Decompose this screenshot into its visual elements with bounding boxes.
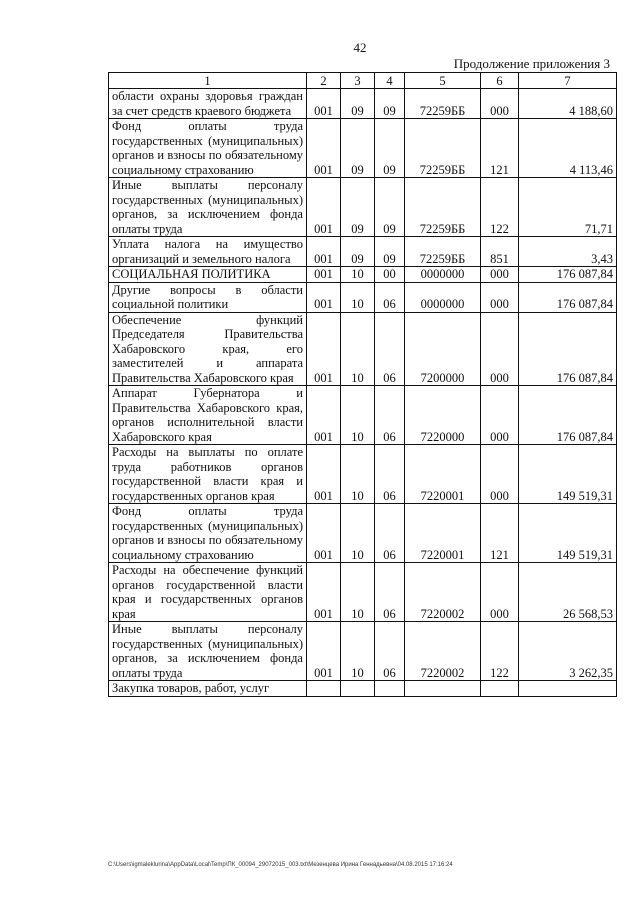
row-c2-cell: 001 <box>307 563 341 622</box>
row-c2-cell: 001 <box>307 119 341 178</box>
table-row <box>109 267 617 283</box>
row-c5-cell: 72259ББ <box>405 119 481 178</box>
row-c4-cell: 06 <box>375 312 405 386</box>
row-c3-cell: 09 <box>341 89 375 119</box>
row-c5-cell <box>405 681 481 697</box>
row-c5-cell: 7220002 <box>405 563 481 622</box>
row-c3-cell: 10 <box>341 267 375 283</box>
row-c6-cell: 000 <box>481 445 519 504</box>
footer-file-path: C:\Users\igmaleklurina\AppData\Local\Temp\ПК_00094_29072015_003.txt\Мезенцева Ирина Геннадьевна\04.08.2015 17:16:24 <box>108 862 453 868</box>
row-c7-cell <box>519 681 617 697</box>
table-body <box>109 89 617 697</box>
row-c2-cell: 001 <box>307 312 341 386</box>
row-c2-cell <box>307 681 341 697</box>
row-c3-cell: 10 <box>341 622 375 681</box>
row-c6-cell: 000 <box>481 563 519 622</box>
row-c5-cell: 0000000 <box>405 282 481 312</box>
row-name-cell: Расходы на выплаты по оплате труда работников органов государственной власти края и государственных органов края <box>109 445 307 504</box>
row-c6-cell: 000 <box>481 312 519 386</box>
row-c3-cell <box>341 681 375 697</box>
row-c4-cell: 06 <box>375 282 405 312</box>
col-header-7: 7 <box>519 73 617 89</box>
row-c4-cell: 06 <box>375 445 405 504</box>
row-name-cell: Иные выплаты персоналу государственных (муниципальных) органов, за исключением фонда оплаты труда <box>109 178 307 237</box>
row-c5-cell: 7200000 <box>405 312 481 386</box>
row-c6-cell: 122 <box>481 178 519 237</box>
col-header-5: 5 <box>405 73 481 89</box>
row-c7-cell: 176 087,84 <box>519 267 617 283</box>
row-c5-cell: 72259ББ <box>405 237 481 267</box>
row-c3-cell: 10 <box>341 504 375 563</box>
row-c2-cell: 001 <box>307 282 341 312</box>
row-c5-cell: 0000000 <box>405 267 481 283</box>
table-row <box>109 622 617 681</box>
row-c7-cell: 3,43 <box>519 237 617 267</box>
col-header-1: 1 <box>109 73 307 89</box>
row-c4-cell: 09 <box>375 178 405 237</box>
row-c4-cell: 06 <box>375 386 405 445</box>
row-c7-cell: 4 188,60 <box>519 89 617 119</box>
page-number: 42 <box>353 40 367 55</box>
row-c3-cell: 10 <box>341 386 375 445</box>
row-c2-cell: 001 <box>307 267 341 283</box>
row-c7-cell: 4 113,46 <box>519 119 617 178</box>
col-header-4: 4 <box>375 73 405 89</box>
budget-table <box>108 72 617 697</box>
row-c7-cell: 176 087,84 <box>519 386 617 445</box>
row-c6-cell: 121 <box>481 504 519 563</box>
row-c2-cell: 001 <box>307 386 341 445</box>
row-c4-cell: 06 <box>375 563 405 622</box>
row-c7-cell: 26 568,53 <box>519 563 617 622</box>
row-name-cell: области охраны здоровья граждан за счет средств краевого бюджета <box>109 89 307 119</box>
table-row <box>109 386 617 445</box>
row-c3-cell: 09 <box>341 178 375 237</box>
row-c5-cell: 72259ББ <box>405 89 481 119</box>
table-row <box>109 237 617 267</box>
row-c4-cell <box>375 681 405 697</box>
table-row <box>109 119 617 178</box>
row-c2-cell: 001 <box>307 237 341 267</box>
row-name-cell: Обеспечение функций Председателя Правительства Хабаровского края, его заместителей и аппарата Правительства Хабаровского края <box>109 312 307 386</box>
col-header-6: 6 <box>481 73 519 89</box>
row-c6-cell: 000 <box>481 386 519 445</box>
row-name-cell: СОЦИАЛЬНАЯ ПОЛИТИКА <box>109 267 307 283</box>
row-c7-cell: 71,71 <box>519 178 617 237</box>
row-c5-cell: 7220000 <box>405 386 481 445</box>
row-c6-cell <box>481 681 519 697</box>
table-row <box>109 563 617 622</box>
row-c7-cell: 149 519,31 <box>519 504 617 563</box>
continuation-label: Продолжение приложения 3 <box>453 56 610 71</box>
row-c7-cell: 149 519,31 <box>519 445 617 504</box>
row-name-cell: Аппарат Губернатора и Правительства Хабаровского края, органов исполнительной власти Хабаровского края <box>109 386 307 445</box>
row-c2-cell: 001 <box>307 89 341 119</box>
table-row <box>109 282 617 312</box>
row-c6-cell: 000 <box>481 89 519 119</box>
row-name-cell: Фонд оплаты труда государственных (муниципальных) органов и взносы по обязательному социальному страхованию <box>109 119 307 178</box>
row-c4-cell: 06 <box>375 504 405 563</box>
row-c7-cell: 176 087,84 <box>519 282 617 312</box>
row-c4-cell: 09 <box>375 237 405 267</box>
table-row <box>109 504 617 563</box>
row-c4-cell: 09 <box>375 89 405 119</box>
col-header-2: 2 <box>307 73 341 89</box>
row-c6-cell: 121 <box>481 119 519 178</box>
row-c3-cell: 10 <box>341 312 375 386</box>
row-c4-cell: 06 <box>375 622 405 681</box>
row-name-cell: Расходы на обеспечение функций органов государственной власти края и государственных органов края <box>109 563 307 622</box>
row-c5-cell: 7220002 <box>405 622 481 681</box>
table-row <box>109 312 617 386</box>
row-c3-cell: 10 <box>341 563 375 622</box>
row-name-cell: Иные выплаты персоналу государственных (муниципальных) органов, за исключением фонда оплаты труда <box>109 622 307 681</box>
row-c3-cell: 10 <box>341 445 375 504</box>
row-c4-cell: 00 <box>375 267 405 283</box>
row-c6-cell: 000 <box>481 267 519 283</box>
row-c6-cell: 122 <box>481 622 519 681</box>
table-row <box>109 445 617 504</box>
table-header-row <box>109 73 617 89</box>
table-row <box>109 178 617 237</box>
row-c4-cell: 09 <box>375 119 405 178</box>
row-c2-cell: 001 <box>307 445 341 504</box>
row-name-cell: Фонд оплаты труда государственных (муниципальных) органов и взносы по обязательному социальному страхованию <box>109 504 307 563</box>
row-c3-cell: 10 <box>341 282 375 312</box>
row-c6-cell: 000 <box>481 282 519 312</box>
row-c5-cell: 7220001 <box>405 504 481 563</box>
row-c2-cell: 001 <box>307 504 341 563</box>
table-row <box>109 89 617 119</box>
row-c3-cell: 09 <box>341 119 375 178</box>
row-c2-cell: 001 <box>307 178 341 237</box>
row-c5-cell: 72259ББ <box>405 178 481 237</box>
row-c5-cell: 7220001 <box>405 445 481 504</box>
row-c3-cell: 09 <box>341 237 375 267</box>
row-name-cell: Другие вопросы в области социальной политики <box>109 282 307 312</box>
row-c2-cell: 001 <box>307 622 341 681</box>
col-header-3: 3 <box>341 73 375 89</box>
row-c6-cell: 851 <box>481 237 519 267</box>
table-row <box>109 681 617 697</box>
row-name-cell: Закупка товаров, работ, услуг <box>109 681 307 697</box>
row-c7-cell: 176 087,84 <box>519 312 617 386</box>
row-name-cell: Уплата налога на имущество организаций и земельного налога <box>109 237 307 267</box>
row-c7-cell: 3 262,35 <box>519 622 617 681</box>
